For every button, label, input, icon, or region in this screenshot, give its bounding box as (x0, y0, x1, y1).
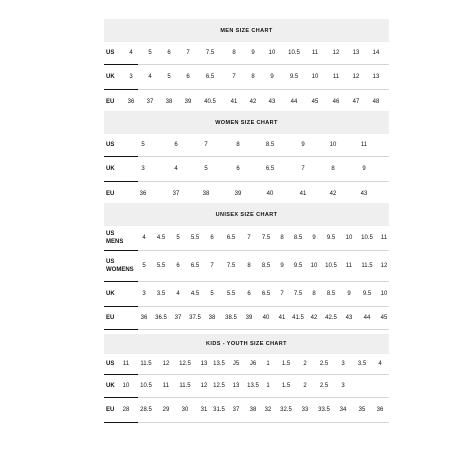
size-cell: 8 (247, 263, 251, 269)
size-cell: 42 (329, 191, 337, 197)
size-cell: 8 (312, 291, 316, 297)
size-cell: 5 (141, 142, 145, 148)
size-cell: 44 (363, 315, 371, 321)
size-cell: 8 (331, 166, 335, 172)
size-cell: 10 (345, 235, 353, 241)
size-cell: 3 (341, 383, 345, 389)
size-cell: 7 (232, 74, 236, 80)
row-label: US (106, 134, 114, 156)
size-cell: 3 (129, 74, 133, 80)
size-cell: 6 (186, 74, 190, 80)
size-cell: 5.5 (156, 263, 166, 269)
table-row (104, 307, 389, 330)
size-cell: 9 (270, 74, 274, 80)
size-cell: 10.5 (288, 50, 300, 56)
size-cell: 4 (148, 74, 152, 80)
size-cell: 6 (176, 263, 180, 269)
size-cell: 12.5 (179, 361, 191, 367)
size-cell: 29 (162, 407, 170, 413)
size-cell: 13 (372, 74, 380, 80)
table-row (104, 157, 389, 182)
unisex-chart-title: UNISEX SIZE CHART (104, 203, 389, 226)
men-chart-title: MEN SIZE CHART (104, 19, 389, 42)
size-cell: 5.5 (190, 235, 200, 241)
row-label: EU (106, 398, 114, 422)
size-cell: 9 (280, 263, 284, 269)
size-cell: 9.5 (293, 263, 303, 269)
size-cell: 11 (360, 142, 368, 148)
size-cell: 39 (245, 315, 253, 321)
size-cell: 13 (200, 361, 208, 367)
size-cell: 10 (380, 291, 388, 297)
size-cell: 3.5 (357, 361, 367, 367)
size-cell: 41 (230, 99, 238, 105)
size-cell: 9.5 (326, 235, 336, 241)
size-cell: 4 (129, 50, 133, 56)
size-cell: 36 (140, 315, 148, 321)
size-cell: 13 (232, 383, 240, 389)
size-cell: 36.5 (155, 315, 167, 321)
row-label: US MENS (106, 226, 123, 250)
size-cell: 37 (172, 191, 180, 197)
kids-size-chart (104, 334, 389, 423)
size-cell: 2.5 (319, 383, 329, 389)
size-cell: 6.5 (226, 235, 236, 241)
size-cell: 10.5 (325, 263, 337, 269)
size-cell: 14 (372, 50, 380, 56)
size-cell: 39 (234, 191, 242, 197)
size-cell: 5 (204, 166, 208, 172)
row-label: US WOMENS (106, 251, 134, 281)
size-cell: 13.5 (213, 361, 225, 367)
size-cell: 10.5 (361, 235, 373, 241)
size-cell: 1 (266, 361, 270, 367)
size-cell: 8.5 (326, 291, 336, 297)
size-cell: 43 (360, 191, 368, 197)
size-cell: 40 (262, 315, 270, 321)
size-cell: 41.5 (292, 315, 304, 321)
size-cell: 32.5 (280, 407, 292, 413)
size-cell: 9 (251, 50, 255, 56)
size-cell: 7 (210, 263, 214, 269)
size-cell: 7.5 (293, 291, 303, 297)
size-cell: 38 (165, 99, 173, 105)
size-cell: 5 (167, 74, 171, 80)
size-cell: 37 (174, 315, 182, 321)
size-cell: 6 (236, 166, 240, 172)
size-cell: 9 (362, 166, 366, 172)
size-cell: 30 (181, 407, 189, 413)
size-cell: 37 (146, 99, 154, 105)
row-label: US (106, 354, 114, 374)
size-cell: 34 (339, 407, 347, 413)
size-cell: 12 (352, 74, 360, 80)
size-cell: 8 (236, 142, 240, 148)
size-cell: 7 (204, 142, 208, 148)
size-cell: 8.5 (261, 263, 271, 269)
size-cell: 3 (341, 361, 345, 367)
size-cell: 3 (141, 166, 145, 172)
size-cell: 4 (176, 291, 180, 297)
table-row (104, 354, 389, 375)
size-cell: 44 (290, 99, 298, 105)
size-cell: 43 (345, 315, 353, 321)
size-cell: 7.5 (226, 263, 236, 269)
size-cell: 6.5 (190, 263, 200, 269)
size-cell: 5 (142, 263, 146, 269)
size-cell: 37 (232, 407, 240, 413)
size-cell: 9 (301, 142, 305, 148)
size-cell: 4 (378, 361, 382, 367)
size-cell: 12 (162, 361, 170, 367)
size-cell: 4.5 (190, 291, 200, 297)
size-cell: 35 (358, 407, 366, 413)
size-cell: 6 (174, 142, 178, 148)
size-cell: 5 (176, 235, 180, 241)
table-row (104, 375, 389, 398)
row-label: UK (106, 375, 115, 397)
size-cell: 8 (232, 50, 236, 56)
size-cell: 31 (200, 407, 208, 413)
size-cell: 48 (372, 99, 380, 105)
size-cell: 38 (202, 191, 210, 197)
size-cell: 38 (249, 407, 257, 413)
size-cell: 33.5 (318, 407, 330, 413)
size-cell: 43 (268, 99, 276, 105)
size-cell: 9 (312, 235, 316, 241)
size-cell: 5 (210, 291, 214, 297)
size-cell: 4.5 (156, 235, 166, 241)
size-cell: 6.5 (261, 291, 271, 297)
size-cell: 38.5 (225, 315, 237, 321)
size-cell: 45 (311, 99, 319, 105)
size-cell: 2 (303, 383, 307, 389)
size-cell: 6.5 (205, 74, 215, 80)
size-cell: 10 (329, 142, 337, 148)
size-cell: 9.5 (289, 74, 299, 80)
size-cell: 9.5 (362, 291, 372, 297)
size-cell: J5 (232, 361, 240, 367)
size-cell: 10 (122, 383, 130, 389)
size-cell: 11 (122, 361, 130, 367)
size-cell: 5.5 (226, 291, 236, 297)
size-cell: 12.5 (213, 383, 225, 389)
row-label: UK (106, 157, 115, 181)
size-cell: 6.5 (265, 166, 275, 172)
unisex-size-chart (104, 203, 389, 330)
row-label: US (106, 42, 114, 64)
size-cell: 12 (200, 383, 208, 389)
size-cell: 3 (142, 291, 146, 297)
size-cell: 36 (376, 407, 384, 413)
size-cell: 11.5 (140, 361, 152, 367)
size-cell: 46 (332, 99, 340, 105)
kids-chart-title: KIDS - YOUTH SIZE CHART (104, 334, 389, 354)
size-cell: 8 (251, 74, 255, 80)
women-chart-title: WOMEN SIZE CHART (104, 111, 389, 134)
size-cell: 8.5 (293, 235, 303, 241)
size-cell: 10.5 (140, 383, 152, 389)
size-cell: 12 (380, 263, 388, 269)
row-label: UK (106, 65, 115, 89)
size-cell: 1.5 (281, 361, 291, 367)
row-label: UK (106, 282, 115, 306)
size-cell: 39 (184, 99, 192, 105)
size-cell: 12 (332, 50, 340, 56)
size-cell: 7.5 (261, 235, 271, 241)
size-cell: 4 (142, 235, 146, 241)
table-row (104, 251, 389, 282)
size-cell: 11.5 (179, 383, 191, 389)
size-cell: J6 (249, 361, 257, 367)
size-cell: 28.5 (140, 407, 152, 413)
size-cell: 40 (266, 191, 274, 197)
table-row (104, 42, 389, 65)
size-cell: 11 (332, 74, 340, 80)
size-cell: 13.5 (247, 383, 259, 389)
size-cell: 11 (380, 235, 388, 241)
table-row (104, 134, 389, 157)
size-cell: 10 (311, 74, 319, 80)
row-label: EU (106, 90, 114, 114)
size-cell: 1 (266, 383, 270, 389)
size-cell: 32 (264, 407, 272, 413)
size-cell: 11 (311, 50, 319, 56)
size-cell: 1.5 (281, 383, 291, 389)
size-cell: 6 (167, 50, 171, 56)
size-cell: 7 (186, 50, 190, 56)
size-cell: 28 (122, 407, 130, 413)
size-cell: 8 (280, 235, 284, 241)
size-cell: 37.5 (189, 315, 201, 321)
size-cell: 2.5 (319, 361, 329, 367)
size-cell: 36 (139, 191, 147, 197)
size-cell: 10 (310, 263, 318, 269)
size-cell: 11 (162, 383, 170, 389)
row-label: EU (106, 307, 114, 329)
table-row (104, 282, 389, 307)
size-cell: 47 (352, 99, 360, 105)
size-cell: 10 (268, 50, 276, 56)
size-cell: 3.5 (156, 291, 166, 297)
size-cell: 7 (280, 291, 284, 297)
size-cell: 6 (210, 235, 214, 241)
size-cell: 36 (127, 99, 135, 105)
size-cell: 13 (352, 50, 360, 56)
size-cell: 41 (278, 315, 286, 321)
row-label: EU (106, 182, 114, 206)
size-cell: 6 (247, 291, 251, 297)
size-cell: 2 (303, 361, 307, 367)
size-cell: 40.5 (204, 99, 216, 105)
size-cell: 38 (208, 315, 216, 321)
table-row (104, 226, 389, 251)
size-cell: 45 (380, 315, 388, 321)
size-cell: 31.5 (213, 407, 225, 413)
size-cell: 11 (345, 263, 353, 269)
size-cell: 42.5 (325, 315, 337, 321)
women-size-chart (104, 111, 389, 207)
size-cell: 7.5 (205, 50, 215, 56)
men-size-chart (104, 19, 389, 115)
size-cell: 7 (301, 166, 305, 172)
size-cell: 4 (174, 166, 178, 172)
table-row (104, 65, 389, 90)
size-cell: 33 (301, 407, 309, 413)
size-cell: 11.5 (361, 263, 373, 269)
size-cell: 41 (299, 191, 307, 197)
size-cell: 5 (148, 50, 152, 56)
table-row (104, 398, 389, 423)
size-cell: 9 (347, 291, 351, 297)
size-cell: 42 (310, 315, 318, 321)
size-cell: 42 (249, 99, 257, 105)
size-cell: 7 (247, 235, 251, 241)
size-cell: 8.5 (265, 142, 275, 148)
